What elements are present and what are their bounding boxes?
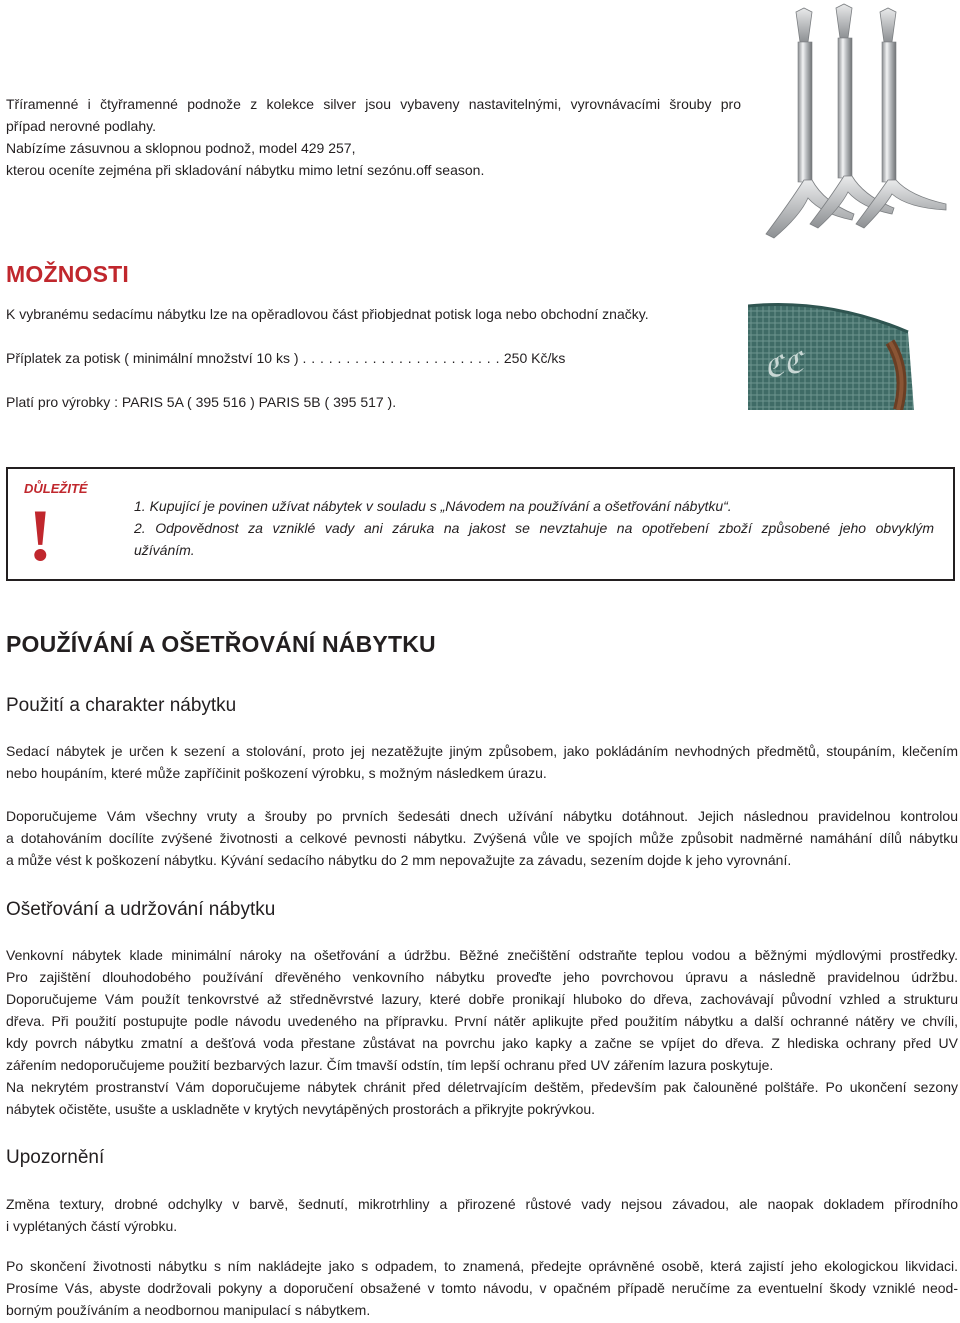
chair-backrest-icon (748, 302, 918, 410)
maintenance-line: zářením nedoporučujeme použití bezbarvých lazur. Čím tmavší odstín, tím lepší ochranu před UV zářením lazura poskytuje. (6, 1057, 774, 1073)
maintenance-line: kdy povrch nábytku zmatní a dešťová voda přestane zůstávat na povrchu jako kapky a začne se vpíjet do dřeva. Z hlediska ochrany před UV (6, 1035, 958, 1051)
important-notice-box (6, 467, 955, 581)
warning-paragraph (6, 1193, 958, 1237)
applies-text: Platí pro výrobky : PARIS 5A ( 395 516 ) PARIS 5B ( 395 517 ). (6, 394, 397, 410)
tighten-line: Doporučujeme Vám všechny vruty a šrouby po prvních šedesáti dnech užívání nábytku dotáhnout. Jejich následnou pravidelnou kontrolou (6, 808, 958, 824)
notice-line: užíváním. (134, 542, 195, 558)
options-heading: MOŽNOSTI (6, 261, 129, 287)
maintenance-line: Venkovní nábytek klade minimální nároky na ošetřování a údržbu. Běžné znečištění odstraňte teplou vodou a běžnými mýdlovými prostředky. (6, 947, 958, 963)
maintenance-line: Doporučujeme Vám použít tenkovrstvé až středněvrstvé lazury, které dobře pronikají hluboko do dřeva, zachovávají původní vzhled a strukturu (6, 991, 958, 1007)
price-dots: . . . . . . . . . . . . . . . . . . . . . . . (302, 350, 500, 366)
disposal-line: borným používáním a neodbornou manipulací s nábytkem. (6, 1302, 371, 1318)
tighten-line: a dotahováním docílíte zvýšené životnosti a celkové pevnosti nábytku. Zvýšená vůle ve spojích může způsobit nadměrné namáhání dílů nábytku (6, 830, 958, 846)
maintenance-line: Na nekrytém prostranství Vám doporučujeme nábytek chránit před déletrvajícím deštěm, především pak čalouněné polštáře. Po ukončení sezony (6, 1079, 958, 1095)
maintenance-paragraph (6, 944, 958, 1120)
table-base-legs-icon (760, 2, 952, 240)
options-text: K vybranému sedacímu nábytku lze na opěradlovou část přiobjednat potisk loga nebo obchodní značky. (6, 306, 649, 322)
price-row (6, 347, 696, 369)
exclamation-icon: ! (28, 495, 53, 577)
intro-line: Nabízíme zásuvnou a sklopnou podnož, model 429 257, (6, 140, 356, 156)
notice-label: DŮLEŽITÉ (24, 481, 88, 496)
maintenance-line: dřeva. Při použití postupujte podle návodu uvedeného na přípravku. První nátěr aplikujte před použitím nábytku a další ochranné nátěry ve chvíli, (6, 1013, 958, 1029)
intro-line: případ nerovné podlahy. (6, 118, 156, 134)
disposal-paragraph (6, 1255, 958, 1321)
tighten-line: a může vést k poškození nábytku. Kývání sedacího nábytku do 2 mm nepovažujte za závadu, sezením dojde k jeho vyrovnání. (6, 852, 792, 868)
tighten-paragraph (6, 805, 958, 871)
warning-line: Změna textury, drobné odchylky v barvě, šednutí, mikrotrhliny a přirozené růstové vady nejsou závadou, ale naopak dokladem přírodního (6, 1196, 958, 1212)
subheading-usage: Použití a charakter nábytku (6, 695, 237, 716)
usage-paragraph (6, 740, 958, 784)
disposal-line: Prosíme Vás, abyste dodržovali pokyny a doporučení obsažené v tomto návodu, v opačném případě neručíme za eventuelní škody vzniklé neod- (6, 1280, 958, 1296)
subheading-maintenance: Ošetřování a udržování nábytku (6, 899, 276, 920)
intro-paragraph (6, 93, 741, 181)
disposal-line: Po skončení životnosti nábytku s ním nakládejte jako s odpadem, to znamená, předejte oprávněné osobě, která zajistí jeho ekologickou likvidaci. (6, 1258, 958, 1274)
notice-line: 2. Odpovědnost za vzniklé vady ani záruka na jakost se nevztahuje na opotřebení zboží způsobené jeho obvyklým (134, 520, 934, 536)
subheading-warning: Upozornění (6, 1147, 105, 1168)
care-heading: POUŽÍVÁNÍ A OŠETŘOVÁNÍ NÁBYTKU (6, 631, 436, 657)
usage-line: Sedací nábytek je určen k sezení a stolování, proto jej nezatěžujte jiným způsobem, jako pokládáním nevhodných předmětů, stoupáním, klečením (6, 743, 958, 759)
notice-line: 1. Kupující je povinen užívat nábytek v souladu s „Návodem na používání a ošetřování nábytku“. (134, 498, 732, 514)
chair-backrest-image (748, 302, 918, 410)
notice-text (134, 495, 934, 561)
warning-line: i vyplétaných částí výrobku. (6, 1218, 178, 1234)
maintenance-line: Pro zajištění dlouhodobého používání dřevěného venkovního nábytku proveďte jeho povrchovou úpravu a následně pravidelnou údržbu. (6, 969, 958, 985)
table-base-legs-image (760, 2, 952, 240)
maintenance-line: nábytek očistěte, usušte a uskladněte v krytých nevytápěných prostorách a přikryjte pokrývkou. (6, 1101, 596, 1117)
intro-line: Tříramenné i čtyřramenné podnože z kolekce silver jsou vybaveny nastavitelnými, vyrovnávacími šrouby pro (6, 96, 741, 112)
usage-line: nebo houpáním, které může zapříčinit poškození výrobku, s možným následkem úrazu. (6, 765, 547, 781)
intro-line: kterou oceníte zejména při skladování nábytku mimo letní sezónu.off season. (6, 162, 485, 178)
price-label: Příplatek za potisk ( minimální množství 10 ks ) (6, 350, 299, 366)
chair-logo-mark: ℭℭ (761, 347, 806, 385)
price-value: 250 Kč/ks (503, 350, 566, 366)
